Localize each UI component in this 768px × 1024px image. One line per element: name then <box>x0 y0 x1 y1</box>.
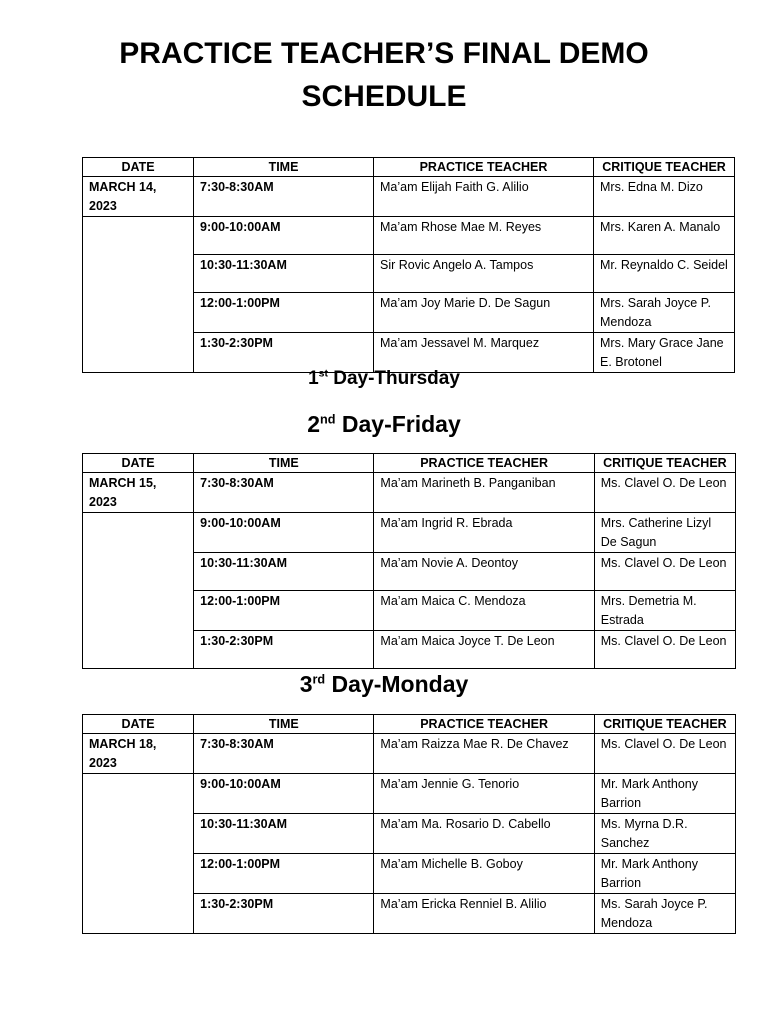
date-cell-empty <box>83 217 194 373</box>
time-cell: 1:30-2:30PM <box>194 631 374 669</box>
schedule-table-day-3 <box>82 714 736 934</box>
time-cell: 12:00-1:00PM <box>194 591 374 631</box>
day-ordinal: nd <box>320 412 336 427</box>
table-header-row <box>83 158 735 177</box>
table-row <box>83 513 736 553</box>
practice-teacher-cell: Ma’am Maica C. Mendoza <box>374 591 594 631</box>
date-cell: MARCH 18, 2023 <box>83 734 194 774</box>
critique-teacher-cell: Mrs. Karen A. Manalo <box>594 217 735 255</box>
header-critique-teacher: CRITIQUE TEACHER <box>594 715 735 734</box>
table-header-row <box>83 454 736 473</box>
time-cell: 7:30-8:30AM <box>194 473 374 513</box>
day-number: 3 <box>299 671 313 697</box>
table-row <box>83 473 736 513</box>
day-heading-2 <box>0 408 768 440</box>
practice-teacher-cell: Ma’am Michelle B. Goboy <box>374 854 594 894</box>
time-cell: 1:30-2:30PM <box>194 894 374 934</box>
time-cell: 10:30-11:30AM <box>194 255 374 293</box>
practice-teacher-cell: Ma’am Rhose Mae M. Reyes <box>374 217 594 255</box>
practice-teacher-cell: Ma’am Joy Marie D. De Sagun <box>374 293 594 333</box>
table-header-row <box>83 715 736 734</box>
critique-teacher-cell: Mrs. Catherine Lizyl De Sagun <box>594 513 735 553</box>
time-cell: 9:00-10:00AM <box>194 774 374 814</box>
critique-teacher-cell: Ms. Clavel O. De Leon <box>594 553 735 591</box>
critique-teacher-cell: Ms. Clavel O. De Leon <box>594 631 735 669</box>
header-date: DATE <box>83 158 194 177</box>
time-cell: 12:00-1:00PM <box>194 854 374 894</box>
title-line-2: SCHEDULE <box>301 80 467 113</box>
table-row <box>83 774 736 814</box>
header-time: TIME <box>194 158 374 177</box>
day-ordinal: rd <box>312 672 326 687</box>
header-date: DATE <box>83 715 194 734</box>
practice-teacher-cell: Ma’am Ma. Rosario D. Cabello <box>374 814 594 854</box>
date-cell: MARCH 15, 2023 <box>83 473 194 513</box>
header-critique-teacher: CRITIQUE TEACHER <box>594 454 735 473</box>
header-practice-teacher: PRACTICE TEACHER <box>374 158 594 177</box>
time-cell: 7:30-8:30AM <box>194 177 374 217</box>
header-critique-teacher: CRITIQUE TEACHER <box>594 158 735 177</box>
title-line-1: PRACTICE TEACHER’S FINAL DEMO <box>119 37 649 70</box>
critique-teacher-cell: Mrs. Sarah Joyce P. Mendoza <box>594 293 735 333</box>
practice-teacher-cell: Ma’am Ingrid R. Ebrada <box>374 513 594 553</box>
header-practice-teacher: PRACTICE TEACHER <box>374 715 594 734</box>
time-cell: 10:30-11:30AM <box>194 553 374 591</box>
day-heading-3 <box>0 668 768 700</box>
schedule-table-day-1 <box>82 157 735 373</box>
critique-teacher-cell: Mrs. Demetria M. Estrada <box>594 591 735 631</box>
date-cell-empty <box>83 513 194 669</box>
day-name: Day-Thursday <box>327 368 460 389</box>
table-row <box>83 177 735 217</box>
date-cell-empty <box>83 774 194 934</box>
critique-teacher-cell: Mr. Mark Anthony Barrion <box>594 854 735 894</box>
practice-teacher-cell: Ma’am Novie A. Deontoy <box>374 553 594 591</box>
practice-teacher-cell: Ma’am Raizza Mae R. De Chavez <box>374 734 594 774</box>
day-name: Day-Monday <box>325 671 469 697</box>
practice-teacher-cell: Ma’am Maica Joyce T. De Leon <box>374 631 594 669</box>
header-date: DATE <box>83 454 194 473</box>
day-ordinal: st <box>318 368 328 380</box>
time-cell: 1:30-2:30PM <box>194 333 374 373</box>
time-cell: 9:00-10:00AM <box>194 513 374 553</box>
critique-teacher-cell: Ms. Clavel O. De Leon <box>594 473 735 513</box>
critique-teacher-cell: Ms. Sarah Joyce P. Mendoza <box>594 894 735 934</box>
practice-teacher-cell: Ma’am Elijah Faith G. Alilio <box>374 177 594 217</box>
page-title <box>0 32 768 118</box>
practice-teacher-cell: Sir Rovic Angelo A. Tampos <box>374 255 594 293</box>
time-cell: 10:30-11:30AM <box>194 814 374 854</box>
practice-teacher-cell: Ma’am Marineth B. Panganiban <box>374 473 594 513</box>
critique-teacher-cell: Ms. Myrna D.R. Sanchez <box>594 814 735 854</box>
time-cell: 12:00-1:00PM <box>194 293 374 333</box>
time-cell: 9:00-10:00AM <box>194 217 374 255</box>
critique-teacher-cell: Mrs. Edna M. Dizo <box>594 177 735 217</box>
header-time: TIME <box>194 454 374 473</box>
day-name: Day-Friday <box>335 411 461 437</box>
header-time: TIME <box>194 715 374 734</box>
day-number: 2 <box>307 411 321 437</box>
practice-teacher-cell: Ma’am Jessavel M. Marquez <box>374 333 594 373</box>
time-cell: 7:30-8:30AM <box>194 734 374 774</box>
table-row <box>83 734 736 774</box>
schedule-table-day-2 <box>82 453 736 669</box>
critique-teacher-cell: Mr. Reynaldo C. Seidel <box>594 255 735 293</box>
practice-teacher-cell: Ma’am Jennie G. Tenorio <box>374 774 594 814</box>
critique-teacher-cell: Mrs. Mary Grace Jane E. Brotonel <box>594 333 735 373</box>
table-row <box>83 217 735 255</box>
day-number: 1 <box>308 368 319 389</box>
header-practice-teacher: PRACTICE TEACHER <box>374 454 594 473</box>
day-heading-1 <box>0 366 768 392</box>
critique-teacher-cell: Ms. Clavel O. De Leon <box>594 734 735 774</box>
critique-teacher-cell: Mr. Mark Anthony Barrion <box>594 774 735 814</box>
date-cell: MARCH 14, 2023 <box>83 177 194 217</box>
practice-teacher-cell: Ma’am Ericka Renniel B. Alilio <box>374 894 594 934</box>
